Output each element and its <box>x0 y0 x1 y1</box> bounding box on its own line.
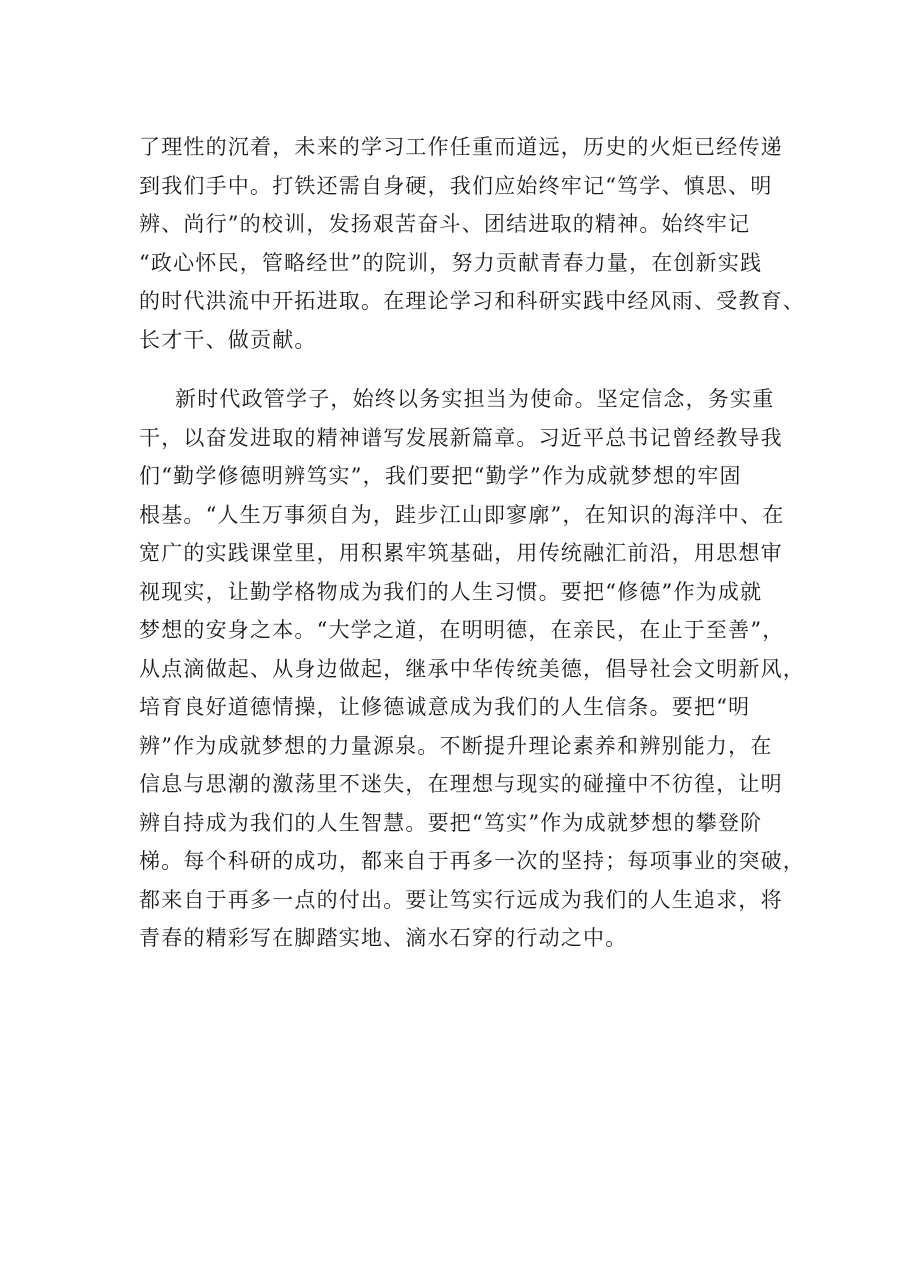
text-line: 长才干、做贡献。 <box>139 327 317 352</box>
text-line: 辨、尚行”的校训，发扬艰苦奋斗、团结进取的精神。始终牢记 <box>139 212 751 236</box>
text-line: 视现实，让勤学格物成为我们的人生习惯。要把“修德”作为成就 <box>139 579 763 604</box>
text-line: 宽广的实践课堂里，用积累牢筑基础，用传统融汇前沿，用思想审 <box>139 541 783 565</box>
text-line: 辨自持成为我们的人生智慧。要把“笃实”作为成就梦想的攀登阶 <box>139 810 763 835</box>
text-line: 了理性的沉着，未来的学习工作任重而道远，历史的火炬已经传递 <box>139 135 783 159</box>
paragraph-2 <box>139 380 805 958</box>
text-line: 都来自于再多一点的付出。要让笃实行远成为我们的人生追求，将 <box>139 887 783 912</box>
text-line: 新时代政管学子，始终以务实担当为使命。坚定信念，务实重 <box>175 387 775 411</box>
text-line: 的时代洪流中开拓进取。在理论学习和科研实践中经风雨、受教育、 <box>139 289 805 313</box>
text-line: 辨”作为成就梦想的力量源泉。不断提升理论素养和辨别能力，在 <box>139 733 773 758</box>
text-line: 青春的精彩写在脚踏实地、滴水石穿的行动之中。 <box>139 926 628 950</box>
text-line: 梦想的安身之本。“大学之道，在明明德，在亲民，在止于至善”， <box>139 618 785 642</box>
text-line: 信息与思潮的激荡里不迷失，在理想与现实的碰撞中不彷徨，让明 <box>139 772 783 796</box>
paragraph-1 <box>139 128 805 359</box>
text-line: “政心怀民，管略经世”的院训，努力贡献青春力量，在创新实践 <box>139 250 763 275</box>
text-line: 们“勤学修德明辨笃实”，我们要把“勤学”作为成就梦想的牢固 <box>139 464 742 488</box>
text-line: 梯。每个科研的成功，都来自于再多一次的坚持；每项事业的突破， <box>139 849 805 873</box>
text-line: 到我们手中。打铁还需自身硬，我们应始终牢记“笃学、慎思、明 <box>139 173 773 198</box>
paragraph-spacer <box>139 359 799 380</box>
text-line: 从点滴做起、从身边做起，继承中华传统美德，倡导社会文明新风， <box>139 656 805 681</box>
document-body <box>139 128 805 958</box>
text-line: 干，以奋发进取的精神谱写发展新篇章。习近平总书记曾经教导我 <box>139 425 783 450</box>
text-line: 培育良好道德情操，让修德诚意成为我们的人生信条。要把“明 <box>139 695 751 719</box>
text-line: 根基。“人生万事须自为，跬步江山即寥廓”，在知识的海洋中、在 <box>139 502 785 527</box>
